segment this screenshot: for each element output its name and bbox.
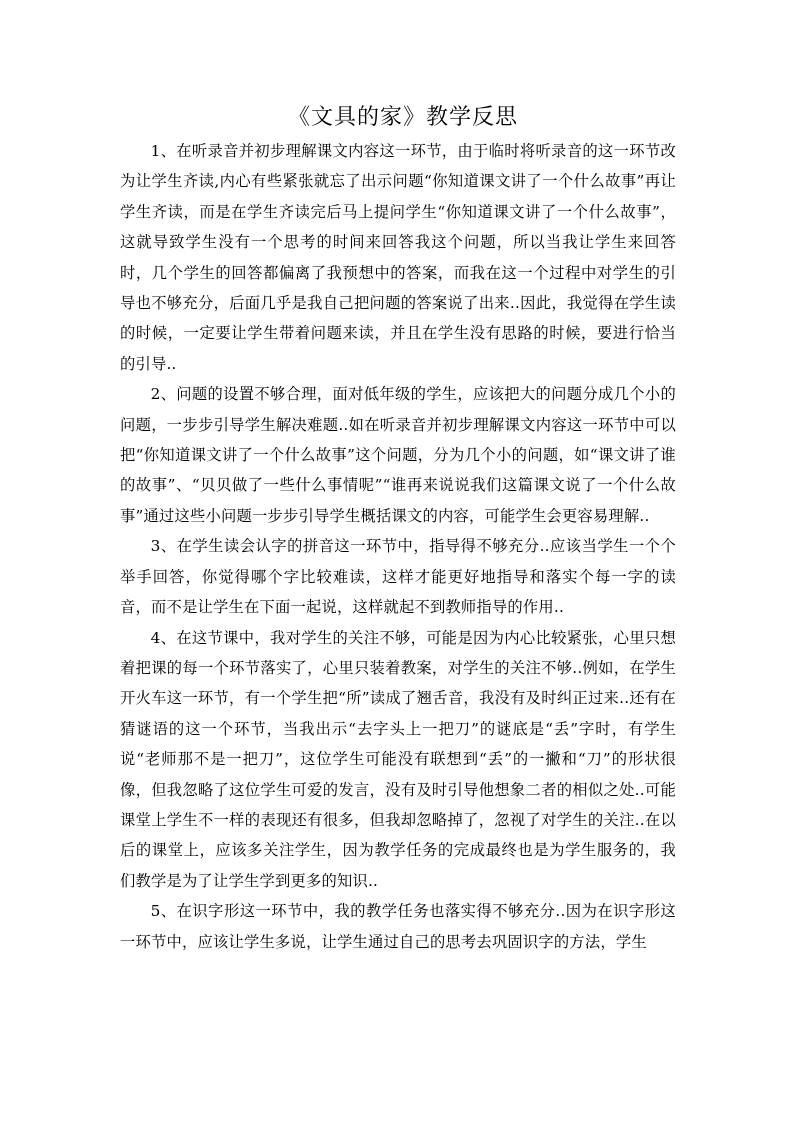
- paragraph-5: 5、在识字形这一环节中，我的教学任务也落实得不够充分..因为在识字形这一环节中，应该让学生多说，让学生通过自己的思考去巩固识字的方法，学生: [120, 902, 676, 951]
- paragraph-2: 2、问题的设置不够合理，面对低年级的学生，应该把大的问题分成几个小的问题，一步步引导学生解决难题..如在听录音并初步理解课文内容这一环节中可以把“你知道课文讲了一个什么故事”这个问题，分为几个小的问题，如“课文讲了谁的故事”、“贝贝做了一些什么事情呢”“谁再来说说我们这篇课文说了一个什么故事”通过这些小问题一步步引导学生概括课文的内容，可能学生会更容易理解..: [120, 385, 676, 525]
- document-title: 《文具的家》教学反思: [287, 105, 518, 130]
- document-page: [120, 100, 676, 957]
- paragraph-4: 4、在这节课中，我对学生的关注不够，可能是因为内心比较紧张，心里只想着把课的每一个环节落实了，心里只装着教案，对学生的关注不够..例如，在学生开火车这一环节，有一个学生把“所”读成了翘舌音，我没有及时纠正过来..还有在猜谜语的这一个环节，当我出示“去字头上一把刀”的谜底是“丢”字时，有学生说“老师那不是一把刀”，这位学生可能没有联想到“丢”的一撇和“刀”的形状很像，但我忽略了这位学生可爱的发言，没有及时引导他想象二者的相似之处..可能课堂上学生不一样的表现还有很多，但我却忽略掉了，忽视了对学生的关注..在以后的课堂上，应该多关注学生，因为教学任务的完成最终也是为学生服务的，我们教学是为了让学生学到更多的知识..: [120, 628, 676, 890]
- paragraph-1: 1、在听录音并初步理解课文内容这一环节，由于临时将听录音的这一环节改为让学生齐读,内心有些紧张就忘了出示问题“你知道课文讲了一个什么故事”再让学生齐读，而是在学生齐读完后马上提问学生“你知道课文讲了一个什么故事”，这就导致学生没有一个思考的时间来回答我这个问题，所以当我让学生来回答时，几个学生的回答都偏离了我预想中的答案，而我在这一个过程中对学生的引导也不够充分，后面几乎是我自己把问题的答案说了出来..因此，我觉得在学生读的时候，一定要让学生带着问题来读，并且在学生没有思路的时候，要进行恰当的引导..: [120, 142, 676, 373]
- paragraph-3: 3、在学生读会认字的拼音这一环节中，指导得不够充分..应该当学生一个个举手回答，你觉得哪个字比较难读，这样才能更好地指导和落实个每一字的读音，而不是让学生在下面一起说，这样就起不到教师指导的作用..: [120, 537, 676, 617]
